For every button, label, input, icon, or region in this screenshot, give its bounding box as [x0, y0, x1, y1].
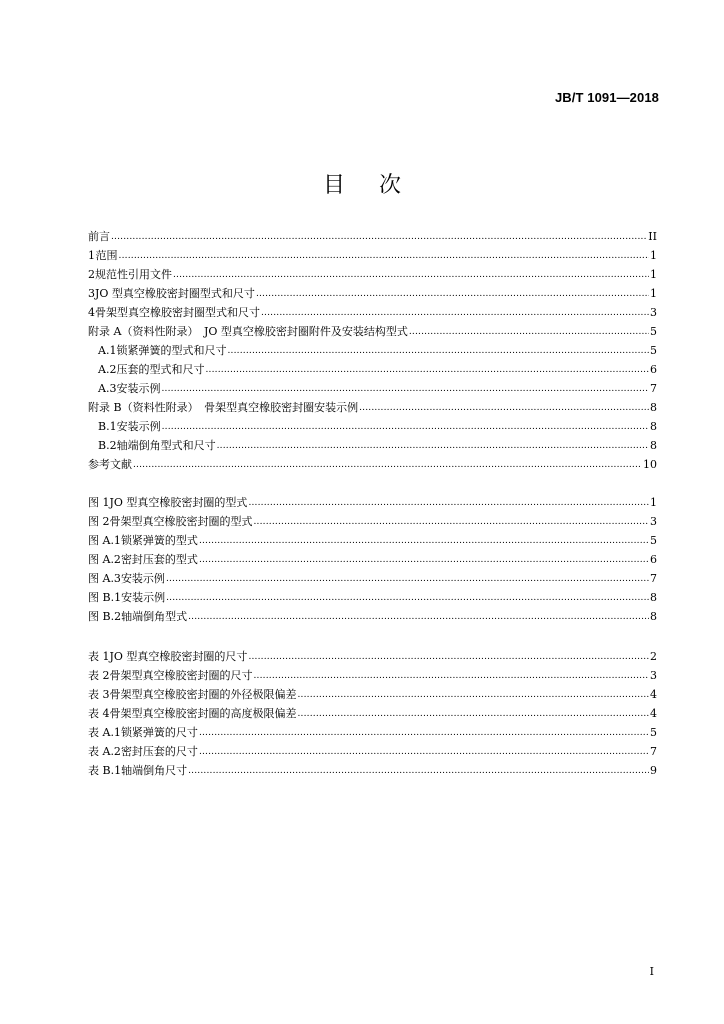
toc-entry-page: 8	[650, 439, 657, 452]
dot-leader	[133, 460, 642, 471]
toc-entry-page: 8	[650, 420, 657, 433]
table-label: 骨架型真空橡胶密封圈的高度极限偏差	[109, 707, 297, 720]
figure-page: 7	[650, 572, 657, 585]
table-page: 5	[650, 726, 657, 739]
toc-entry[interactable]	[88, 228, 657, 246]
table-page: 2	[650, 650, 657, 663]
dot-leader	[162, 422, 649, 433]
table-label: 密封压套的尺寸	[120, 745, 198, 758]
figure-entry[interactable]	[88, 589, 657, 607]
table-entry[interactable]	[88, 743, 657, 761]
figure-label: 密封压套的型式	[120, 553, 198, 566]
toc-entry-number: 4	[88, 306, 95, 319]
toc-entry-label: 参考文献	[88, 458, 132, 471]
figure-page: 3	[650, 515, 657, 528]
dot-leader	[188, 612, 649, 623]
dot-leader	[199, 747, 649, 758]
figure-number: 图 A.3	[88, 572, 121, 585]
toc-entry-label: 骨架型真空橡胶密封圈型式和尺寸	[95, 306, 260, 319]
figure-number: 图 A.2	[88, 553, 121, 566]
dot-leader	[227, 346, 649, 357]
dot-leader	[199, 555, 649, 566]
figure-page: 1	[650, 496, 657, 509]
figure-number: 图 B.1	[88, 591, 122, 604]
figure-entry[interactable]	[88, 513, 657, 531]
dot-leader	[166, 574, 649, 585]
figure-entry[interactable]	[88, 608, 657, 626]
toc-subentry[interactable]	[88, 361, 657, 379]
toc-entry-number: A.2	[98, 363, 117, 376]
dot-leader	[119, 251, 649, 262]
figure-page: 8	[650, 610, 657, 623]
dot-leader	[298, 709, 650, 720]
dot-leader	[199, 536, 649, 547]
toc-entry-label: 轴端倒角型式和尺寸	[116, 439, 216, 452]
toc-entry-label: 规范性引用文件	[95, 268, 172, 281]
page-folio: I	[649, 965, 654, 978]
figure-label: 轴端倒角型式	[121, 610, 188, 623]
table-number: 表 A.2	[88, 745, 121, 758]
table-label: 锁紧弹簧的尺寸	[120, 726, 198, 739]
figure-label: 锁紧弹簧的型式	[120, 534, 198, 547]
table-entry[interactable]	[88, 667, 657, 685]
toc-entry-page: 1	[650, 249, 657, 262]
dot-leader	[248, 652, 649, 663]
figure-label: JO 型真空橡胶密封圈的型式	[109, 496, 248, 509]
table-number: 表 B.1	[88, 764, 122, 777]
dot-leader	[256, 289, 649, 300]
toc-entry[interactable]	[88, 323, 657, 341]
toc-subentry[interactable]	[88, 418, 657, 436]
toc-entry-number: 3	[88, 287, 95, 300]
table-entry[interactable]	[88, 648, 657, 666]
toc-entry[interactable]	[88, 304, 657, 322]
toc-entry-label: 压套的型式和尺寸	[116, 363, 205, 376]
toc-entry-number: 1	[88, 249, 95, 262]
toc-entry-number: A.1	[98, 344, 117, 357]
toc-entry[interactable]	[88, 266, 657, 284]
figure-page: 5	[650, 534, 657, 547]
toc-entry-page: 6	[650, 363, 657, 376]
figure-number: 图 2	[88, 515, 110, 528]
dot-leader	[409, 327, 649, 338]
toc-entry-number: 2	[88, 268, 95, 281]
table-label: JO 型真空橡胶密封圈的尺寸	[109, 650, 248, 663]
toc-subentry[interactable]	[88, 437, 657, 455]
toc-entry-label: 锁紧弹簧的型式和尺寸	[116, 344, 227, 357]
toc-entry-label: 附录 A（资料性附录） JO 型真空橡胶密封圈附件及安装结构型式	[88, 325, 408, 338]
dot-leader	[261, 308, 649, 319]
toc-entry-label: 前言	[88, 230, 110, 243]
title-char-1: 目	[322, 173, 345, 198]
figure-entry[interactable]	[88, 494, 657, 512]
toc-entry-number: B.1	[98, 420, 117, 433]
dot-leader	[205, 365, 649, 376]
figure-number: 图 B.2	[88, 610, 122, 623]
toc-subentry[interactable]	[88, 380, 657, 398]
toc-entry-label: 安装示例	[116, 382, 161, 395]
figure-number: 图 A.1	[88, 534, 121, 547]
page-title	[0, 168, 724, 199]
toc-entry[interactable]	[88, 247, 657, 265]
table-label: 轴端倒角尺寸	[121, 764, 188, 777]
dot-leader	[254, 517, 650, 528]
figure-page: 8	[650, 591, 657, 604]
table-page: 4	[650, 688, 657, 701]
dot-leader	[166, 593, 649, 604]
table-page: 9	[650, 764, 657, 777]
toc-entry-page: 3	[650, 306, 657, 319]
toc-entry-page: II	[648, 230, 657, 243]
dot-leader	[199, 728, 649, 739]
dot-leader	[254, 671, 650, 682]
dot-leader	[111, 232, 647, 243]
dot-leader	[298, 690, 650, 701]
toc-entry-number: B.2	[98, 439, 117, 452]
toc-entry-label: 附录 B（资料性附录） 骨架型真空橡胶密封圈安装示例	[88, 401, 359, 414]
toc-entry-page: 5	[650, 344, 657, 357]
figure-label: 安装示例	[121, 591, 166, 604]
table-page: 4	[650, 707, 657, 720]
table-label: 骨架型真空橡胶密封圈的外径极限偏差	[109, 688, 297, 701]
figure-label: 骨架型真空橡胶密封圈的型式	[109, 515, 253, 528]
toc-entry[interactable]	[88, 399, 657, 417]
toc-entry-page: 8	[650, 401, 657, 414]
table-number: 表 2	[88, 669, 110, 682]
figure-entry[interactable]	[88, 532, 657, 550]
toc-entry[interactable]	[88, 456, 657, 474]
standard-code: JB/T 1091—2018	[554, 90, 659, 105]
table-entry[interactable]	[88, 762, 657, 780]
toc-entry-label: 范围	[95, 249, 118, 262]
figure-page: 6	[650, 553, 657, 566]
toc-entry-label: JO 型真空橡胶密封圈型式和尺寸	[95, 287, 255, 300]
table-entry[interactable]	[88, 686, 657, 704]
dot-leader	[248, 498, 649, 509]
figure-label: 安装示例	[120, 572, 165, 585]
table-number: 表 A.1	[88, 726, 121, 739]
dot-leader	[217, 441, 649, 452]
toc-entry-page: 1	[650, 287, 657, 300]
dot-leader	[188, 766, 649, 777]
dot-leader	[161, 384, 649, 395]
toc-subentry[interactable]	[88, 342, 657, 360]
figure-entry[interactable]	[88, 570, 657, 588]
toc-entry-number: A.3	[98, 382, 117, 395]
table-number: 表 3	[88, 688, 110, 701]
toc-entry[interactable]	[88, 285, 657, 303]
title-char-2: 次	[379, 173, 402, 198]
dot-leader	[359, 403, 649, 414]
figure-entry[interactable]	[88, 551, 657, 569]
toc-entry-page: 5	[650, 325, 657, 338]
table-page: 7	[650, 745, 657, 758]
table-entry[interactable]	[88, 705, 657, 723]
table-number: 表 1	[88, 650, 110, 663]
toc-entry-page: 7	[650, 382, 657, 395]
table-entry[interactable]	[88, 724, 657, 742]
figure-number: 图 1	[88, 496, 110, 509]
table-number: 表 4	[88, 707, 110, 720]
table-label: 骨架型真空橡胶密封圈的尺寸	[109, 669, 253, 682]
toc-entry-page: 1	[650, 268, 657, 281]
table-page: 3	[650, 669, 657, 682]
toc-entry-label: 安装示例	[116, 420, 161, 433]
toc-entry-page: 10	[643, 458, 657, 471]
dot-leader	[173, 270, 649, 281]
